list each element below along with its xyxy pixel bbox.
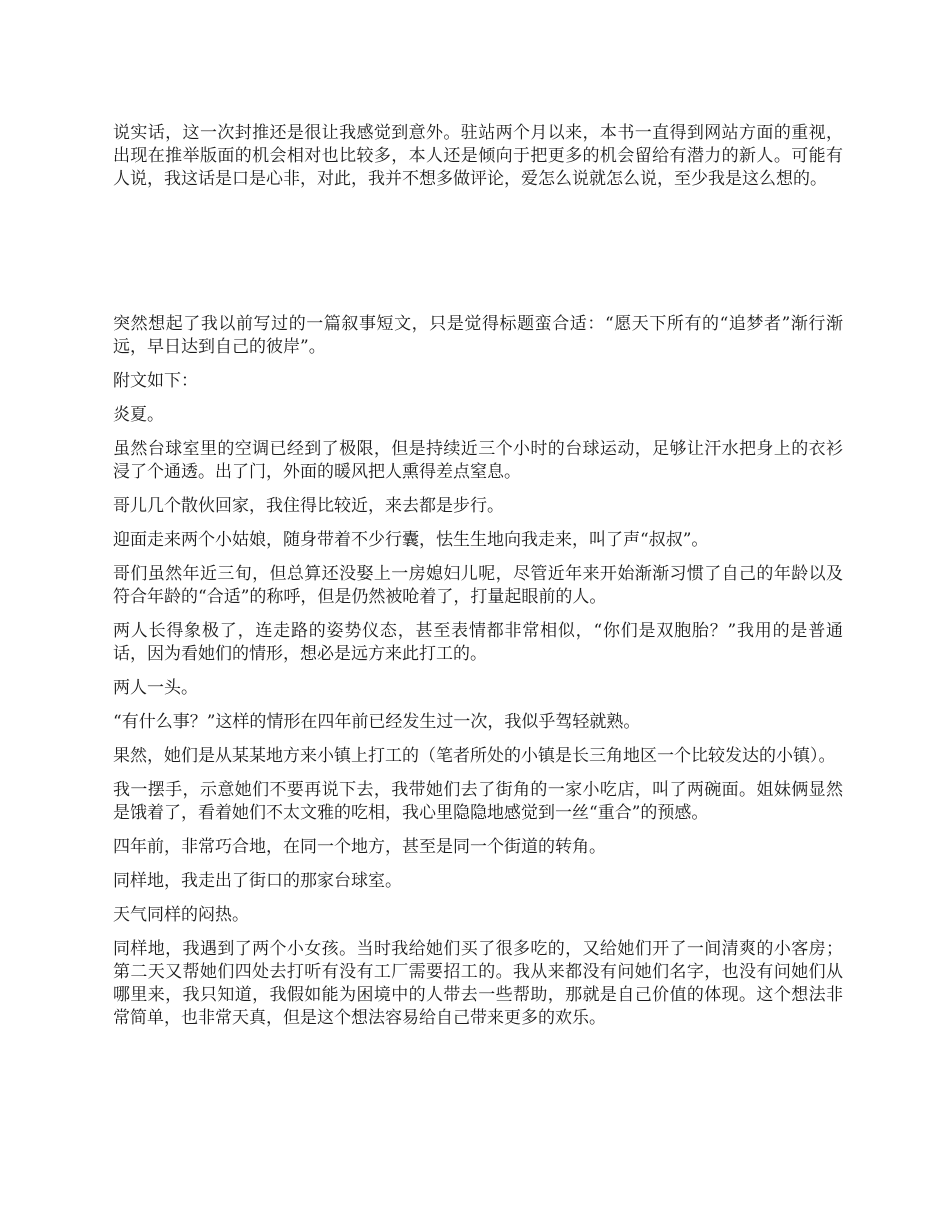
paragraph: 两人长得象极了，连走路的姿势仪态，甚至表情都非常相似，“你们是双胞胎？”我用的是普通话，因为看她们的情形，想必是远方来此打工的。 [113, 621, 843, 664]
paragraph: 炎夏。 [113, 405, 164, 425]
paragraph: 迎面走来两个小姑娘，随身带着不少行囊，怯生生地向我走来，叫了声“叔叔”。 [113, 530, 709, 550]
intro-paragraph: 说实话，这一次封推还是很让我感觉到意外。驻站两个月以来，本书一直得到网站方面的重视，出现在推举版面的机会相对也比较多，本人还是倾向于把更多的机会留给有潜力的新人。可能有人说，我这话是口是心非，对此，我并不想多做评论，爱怎么说就怎么说，至少我是这么想的。 [113, 123, 843, 189]
paragraph: 同样地，我遇到了两个小女孩。当时我给她们买了很多吃的，又给她们开了一间清爽的小客房；第二天又帮她们四处去打听有没有工厂需要招工的。我从来都没有问她们名字，也没有问她们从哪里来，我只知道，我假如能为困境中的人带去一些帮助，那就是自己价值的体现。这个想法非常简单，也非常天真，但是这个想法容易给自己带来更多的欢乐。 [113, 939, 843, 1028]
paragraph: 果然，她们是从某某地方来小镇上打工的（笔者所处的小镇是长三角地区一个比较发达的小镇）。 [113, 746, 836, 766]
paragraph: 哥儿几个散伙回家，我住得比较近，来去都是步行。 [113, 496, 504, 516]
paragraph: 天气同样的闷热。 [113, 905, 249, 925]
paragraph: 突然想起了我以前写过的一篇叙事短文，只是觉得标题蛮合适：“愿天下所有的“追梦者”渐行渐远，早日达到自己的彼岸”。 [113, 314, 843, 357]
section-gap [113, 191, 843, 313]
paragraph: 我一摆手，示意她们不要再说下去，我带她们去了街角的一家小吃店，叫了两碗面。姐妹俩显然是饿着了，看着她们不太文雅的吃相，我心里隐隐地感觉到一丝“重合”的预感。 [113, 780, 843, 823]
paragraph: 虽然台球室里的空调已经到了极限，但是持续近三个小时的台球运动，足够让汗水把身上的衣衫浸了个通透。出了门，外面的暖风把人熏得差点窒息。 [113, 439, 843, 482]
paragraph: “有什么事？”这样的情形在四年前已经发生过一次，我似乎驾轻就熟。 [113, 712, 641, 732]
document-page [113, 122, 843, 1041]
paragraph: 四年前，非常巧合地，在同一个地方，甚至是同一个街道的转角。 [113, 837, 606, 857]
paragraph: 哥们虽然年近三旬，但总算还没娶上一房媳妇儿呢，尽管近年来开始渐渐习惯了自己的年龄以及符合年龄的“合适”的称呼，但是仍然被呛着了，打量起眼前的人。 [113, 564, 843, 607]
paragraph: 同样地，我走出了街口的那家台球室。 [113, 871, 402, 891]
paragraph: 附文如下： [113, 371, 198, 391]
paragraph: 两人一头。 [113, 678, 198, 698]
